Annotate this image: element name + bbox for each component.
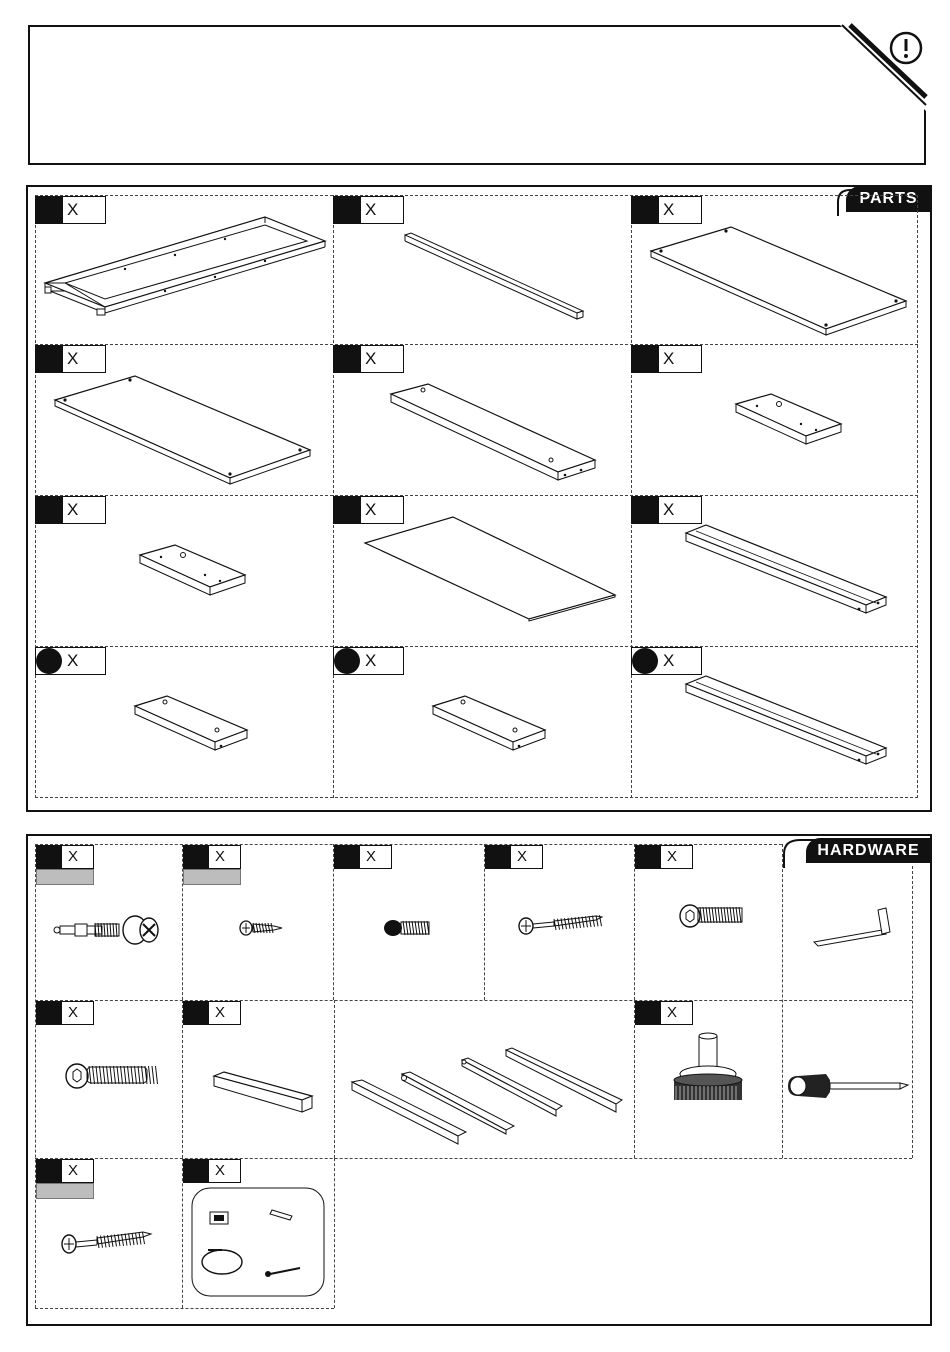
quantity-marker: X (663, 200, 675, 219)
part-drawing-long-rail (631, 646, 929, 796)
quantity-marker: X (215, 1162, 226, 1179)
quantity-marker: X (67, 500, 79, 519)
exclamation-circle-icon (888, 30, 924, 66)
quantity-marker: X (365, 200, 377, 219)
quantity-marker: X (663, 651, 675, 670)
quantity-marker: X (366, 848, 377, 865)
part-drawing-short-board (35, 646, 333, 796)
part-drawing-long-board (333, 344, 631, 494)
quantity-marker: X (517, 848, 528, 865)
hardware-drawing-long-wood-screw (35, 1158, 182, 1308)
quantity-marker: X (663, 349, 675, 368)
hardware-drawing-hex-bolt (634, 844, 782, 1000)
quantity-marker: X (667, 848, 678, 865)
quantity-marker: X (667, 1004, 678, 1021)
hardware-drawing-small-screw (182, 844, 333, 1000)
quantity-marker: X (68, 1004, 79, 1021)
hardware-drawing-anti-tip-kit (182, 1158, 334, 1308)
hardware-grid-divider (912, 866, 913, 1158)
quantity-marker: X (365, 349, 377, 368)
quantity-marker: X (215, 848, 226, 865)
part-drawing-large-panel (631, 195, 929, 345)
hardware-drawing-handle (182, 1000, 334, 1158)
hardware-drawing-leveling-foot (634, 1000, 782, 1158)
hardware-grid-divider (35, 1308, 334, 1309)
hardware-label: HARDWARE (806, 838, 931, 863)
quantity-marker: X (68, 1162, 79, 1179)
part-drawing-small-block (35, 495, 333, 645)
quantity-marker: X (68, 848, 79, 865)
hardware-drawing-short-bolt (333, 844, 484, 1000)
part-drawing-large-panel (35, 344, 333, 494)
part-drawing-bar (333, 195, 631, 345)
part-drawing-long-rail (631, 495, 929, 645)
quantity-marker: X (67, 200, 79, 219)
hardware-drawing-allen-key (782, 844, 912, 1000)
quantity-marker: X (67, 349, 79, 368)
hardware-drawing-long-hex-bolt (35, 1000, 182, 1158)
quantity-marker: X (215, 1004, 226, 1021)
quantity-marker: X (365, 651, 377, 670)
hardware-drawing-drawer-slides (334, 1000, 634, 1158)
part-drawing-frame (35, 195, 333, 345)
warning-box (28, 25, 926, 165)
quantity-marker: X (365, 500, 377, 519)
hardware-drawing-screwdriver (782, 1000, 912, 1158)
quantity-marker: X (663, 500, 675, 519)
part-drawing-thin-sheet (333, 495, 631, 645)
quantity-marker: X (67, 651, 79, 670)
hardware-drawing-cam-bolt-and-lock (35, 844, 182, 1000)
part-drawing-short-board (333, 646, 631, 796)
hardware-grid-divider (334, 1158, 335, 1308)
part-drawing-small-block (631, 344, 929, 494)
parts-label: PARTS (846, 186, 931, 212)
hardware-drawing-long-screw (484, 844, 634, 1000)
